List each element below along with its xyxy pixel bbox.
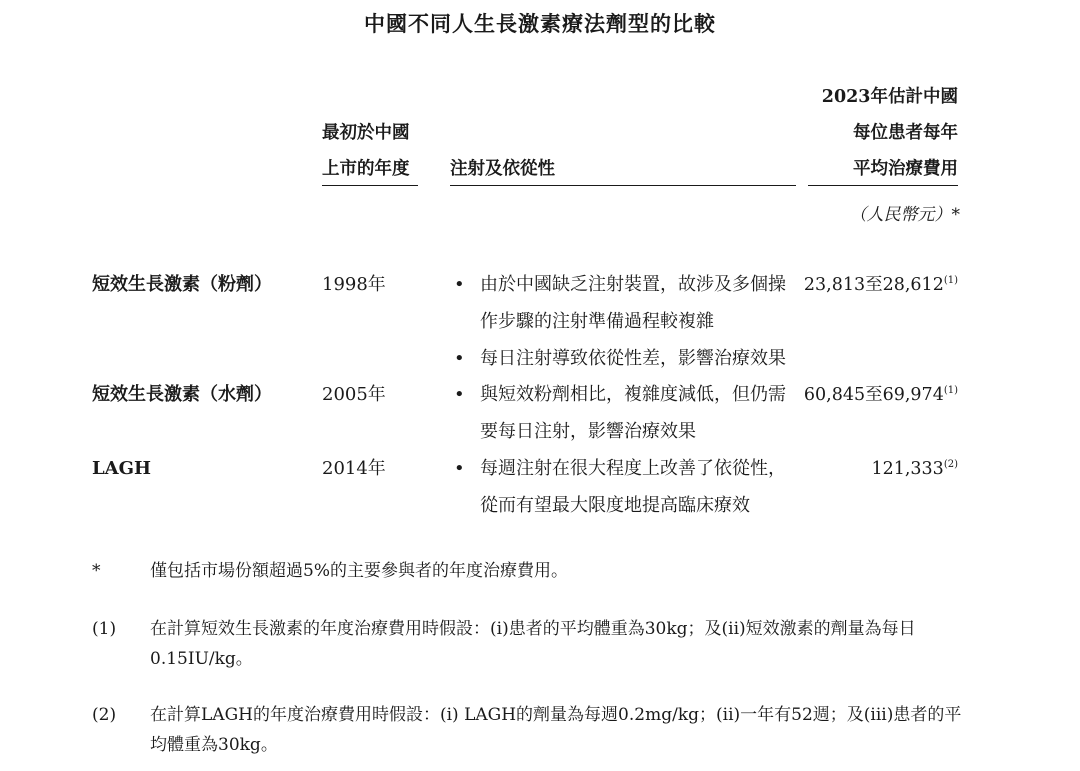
header-year-line1: 最初於中國 (322, 123, 410, 143)
row-name: LAGH (92, 458, 152, 479)
currency-label: （人民幣元）* (849, 205, 960, 225)
bullet-icon: • (454, 458, 465, 479)
bullet-text: 由於中國缺乏注射裝置，故涉及多個操 (480, 274, 786, 295)
footnote-text: 僅包括市場份額超過5%的主要參與者的年度治療費用。 (150, 561, 568, 581)
footnote-ref: (2) (943, 459, 958, 470)
bullet-text: 與短效粉劑相比，複雜度減低，但仍需 (480, 384, 786, 405)
bullet-text: 從而有望最大限度地提高臨床療效 (480, 495, 750, 516)
footnote-text: 在計算短效生長激素的年度治療費用時假設：(i)患者的平均體重為30kg；及(ii)短效激素的劑量為每日0.15IU/kg。 (150, 619, 916, 669)
header-cost-line2: 每位患者每年 (853, 123, 958, 143)
bullet-text: 要每日注射，影響治療效果 (480, 421, 696, 442)
bullet-text: 每日注射導致依從性差，影響治療效果 (480, 348, 786, 369)
row-cost: 23,813至28,612$^{(1)}$ (803, 275, 958, 295)
bullet-text: 作步驟的注射準備過程較複雜 (480, 311, 714, 332)
footnote-ref: (1) (943, 275, 958, 286)
row-cost: 121,333$^{(2)}$ (871, 459, 958, 479)
bullet-text: 每週注射在很大程度上改善了依從性， (480, 458, 786, 479)
bullet-icon: • (454, 348, 465, 369)
row-name: 短效生長激素（水劑） (92, 384, 272, 405)
header-cost-line1: 2023年估計中國 (821, 87, 958, 107)
header-cost-rule (808, 185, 958, 186)
row-year: 2014年 (322, 458, 386, 479)
header-year-rule (322, 185, 418, 186)
bullet-icon: • (454, 384, 465, 405)
header-cost-line3: 平均治療費用 (853, 159, 958, 179)
row-year: 1998年 (322, 274, 386, 295)
footnote-mark: (2) (92, 705, 117, 725)
header-injection-rule (450, 185, 796, 186)
footnote-mark: (1) (92, 619, 117, 639)
row-name: 短效生長激素（粉劑） (92, 274, 272, 295)
bullet-icon: • (454, 274, 465, 295)
header-injection: 注射及依從性 (450, 159, 555, 179)
row-year: 2005年 (322, 384, 386, 405)
page-title: 中國不同人生長激素療法劑型的比較 (364, 11, 716, 36)
row-cost: 60,845至69,974$^{(1)}$ (803, 385, 958, 405)
footnote-mark: * (92, 561, 101, 581)
footnote-ref: (1) (943, 385, 958, 396)
footnote-text: 在計算LAGH的年度治療費用時假設：(i) LAGH的劑量為每週0.2mg/kg；(ii)一年有52週；及(iii)患者的平均體重為30kg。 (150, 705, 962, 755)
header-year-line2: 上市的年度 (322, 159, 410, 179)
